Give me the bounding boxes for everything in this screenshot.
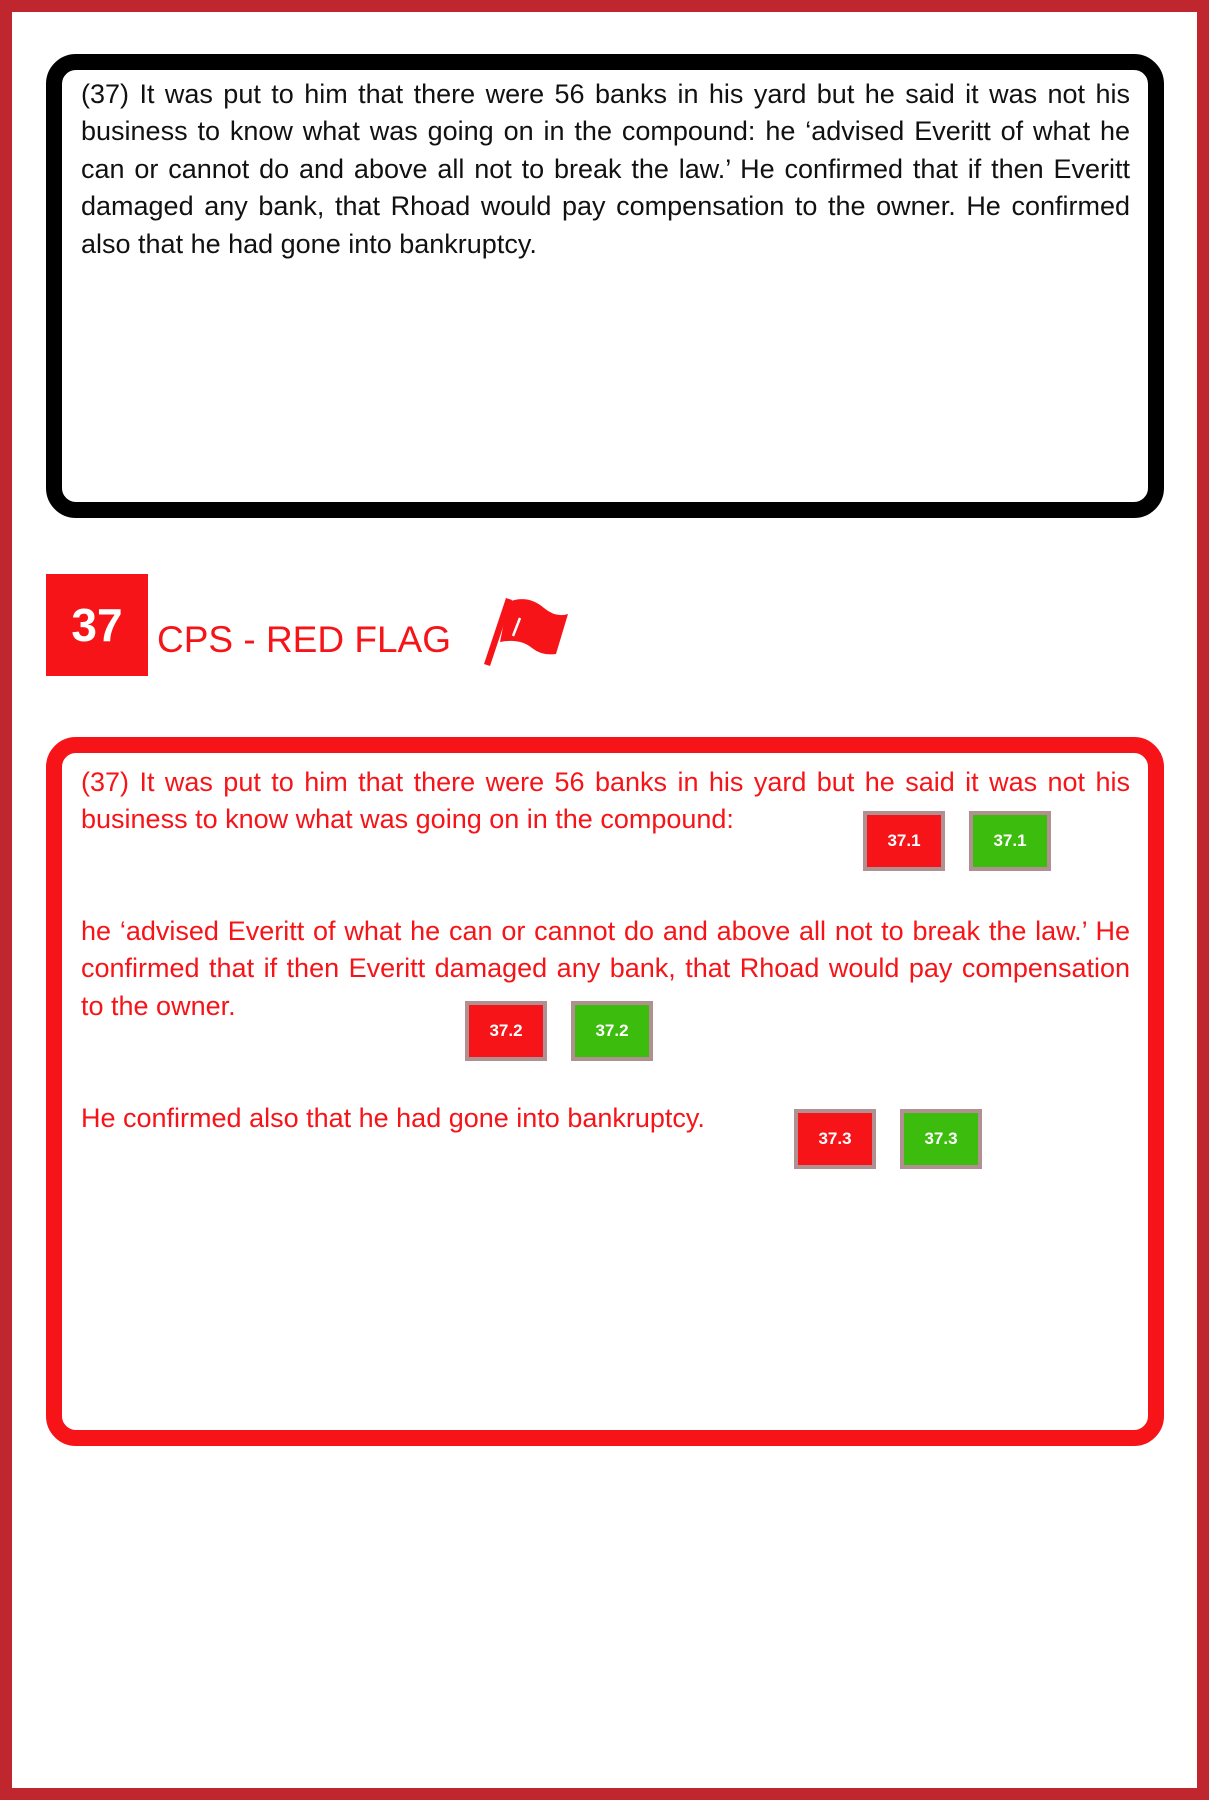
segment-text-2: he ‘advised Everitt of what he can or cannot do and above all not to break the law.’ He confirmed that if then Everitt damaged any bank, that Rhoad would pay compensation to the owner. bbox=[81, 916, 1130, 1021]
green-tag-button-37-1[interactable]: 37.1 bbox=[969, 811, 1051, 871]
segment-text-1: (37) It was put to him that there were 56 banks in his yard but he said it was not his business to know what was going on in the compound: bbox=[81, 767, 1130, 835]
section-number-badge: 37 bbox=[46, 574, 148, 676]
section-title: CPS - RED FLAG bbox=[157, 619, 451, 660]
green-tag-button-37-2[interactable]: 37.2 bbox=[571, 1001, 653, 1061]
green-tag-button-37-3[interactable]: 37.3 bbox=[900, 1109, 982, 1169]
segment-text-3: He confirmed also that he had gone into bankruptcy. bbox=[81, 1103, 705, 1133]
red-tag-button-37-2[interactable]: 37.2 bbox=[465, 1001, 547, 1061]
red-flag-icon bbox=[478, 592, 570, 666]
original-text: (37) It was put to him that there were 56 banks in his yard but he said it was not his business to know what was going on in the compound: he ‘advised Everitt of what he can or cannot do and above all not to break the law.’ He confirmed that if then Everitt damaged any bank, that Rhoad would pay compensation to the owner. He confirmed also that he had gone into bankruptcy. bbox=[81, 79, 1130, 259]
red-tag-button-37-3[interactable]: 37.3 bbox=[794, 1109, 876, 1169]
red-tag-button-37-1[interactable]: 37.1 bbox=[863, 811, 945, 871]
